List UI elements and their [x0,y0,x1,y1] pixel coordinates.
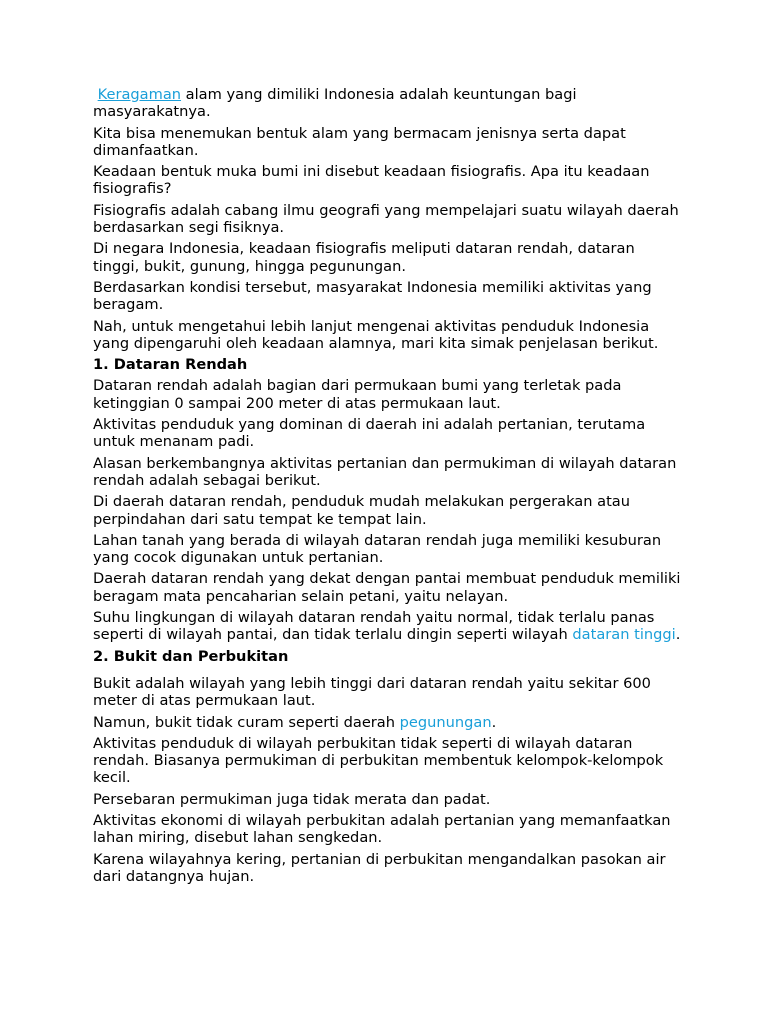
section-2-paragraph-2-end: . [491,713,497,731]
section-1-paragraph-3: Alasan berkembangnya aktivitas pertanian dan permukiman di wilayah dataran rendah adalah sebagai berikut. [93,454,677,489]
pegunungan-link[interactable]: pegunungan [399,713,492,731]
section-1-paragraph-4: Di daerah dataran rendah, penduduk mudah melakukan pergerakan atau perpindahan dari satu tempat ke tempat lain. [93,493,630,528]
intro-paragraph-7: Nah, untuk mengetahui lebih lanjut mengenai aktivitas penduduk Indonesia yang dipengaruhi oleh keadaan alamnya, mari kita simak penjelasan berikut. [93,317,659,352]
section-1-paragraph-6: Daerah dataran rendah yang dekat dengan pantai membuat penduduk memiliki beragam mata pencaharian selain petani, yaitu nelayan. [93,570,681,605]
section-2-paragraph-2 [93,714,683,731]
intro-paragraph-6: Berdasarkan kondisi tersebut, masyarakat Indonesia memiliki aktivitas yang beragam. [93,278,652,314]
section-2-heading: 2. Bukit dan Perbukitan [93,647,289,665]
section-2-paragraph-6: Karena wilayahnya kering, pertanian di perbukitan mengandalkan pasokan air dari datangnya hujan. [93,850,666,885]
section-2-paragraph-2-text: Namun, bukit tidak curam seperti daerah [93,713,400,731]
dataran-tinggi-link[interactable]: dataran tinggi [572,626,676,644]
document-page [93,86,683,889]
section-1-paragraph-2: Aktivitas penduduk yang dominan di daerah ini adalah pertanian, terutama untuk menanam padi. [93,416,646,451]
section-2-paragraph-5: Aktivitas ekonomi di wilayah perbukitan adalah pertanian yang memanfaatkan lahan miring, disebut lahan sengkedan. [93,811,671,847]
section-1-paragraph-5: Lahan tanah yang berada di wilayah dataran rendah juga memiliki kesuburan yang cocok digunakan untuk pertanian. [93,531,662,567]
keragaman-link[interactable]: Keragaman [97,86,182,103]
intro-paragraph-1 [93,86,683,121]
intro-paragraph-4: Fisiografis adalah cabang ilmu geografi yang mempelajari suatu wilayah daerah berdasarkan segi fisiknya. [93,201,679,237]
section-1-heading: 1. Dataran Rendah [93,356,248,374]
section-2-paragraph-4: Persebaran permukiman juga tidak merata dan padat. [93,790,491,808]
section-1-paragraph-7-end: . [675,626,681,644]
section-2-paragraph-3: Aktivitas penduduk di wilayah perbukitan tidak seperti di wilayah dataran rendah. Biasanya permukiman di perbukitan membentuk kelompok-kelompok kecil. [93,734,664,787]
section-1-paragraph-7 [93,609,683,644]
intro-paragraph-2: Kita bisa menemukan bentuk alam yang bermacam jenisnya serta dapat dimanfaatkan. [93,124,626,159]
intro-paragraph-3: Keadaan bentuk muka bumi ini disebut keadaan fisiografis. Apa itu keadaan fisiografis? [93,163,650,198]
intro-paragraph-5: Di negara Indonesia, keadaan fisiografis meliputi dataran rendah, dataran tinggi, bukit, gunung, hingga pegunungan. [93,240,635,275]
section-2-paragraph-1: Bukit adalah wilayah yang lebih tinggi dari dataran rendah yaitu sekitar 600 meter di atas permukaan laut. [93,674,651,710]
section-1-paragraph-1: Dataran rendah adalah bagian dari permukaan bumi yang terletak pada ketinggian 0 sampai 200 meter di atas permukaan laut. [93,377,622,412]
section-1-paragraph-7-text: Suhu lingkungan di wilayah dataran rendah yaitu normal, tidak terlalu panas seperti di wilayah pantai, dan tidak terlalu dingin seperti wilayah [93,609,655,644]
intro-paragraph-1-text: alam yang dimiliki Indonesia adalah keuntungan bagi masyarakatnya. [93,86,577,121]
